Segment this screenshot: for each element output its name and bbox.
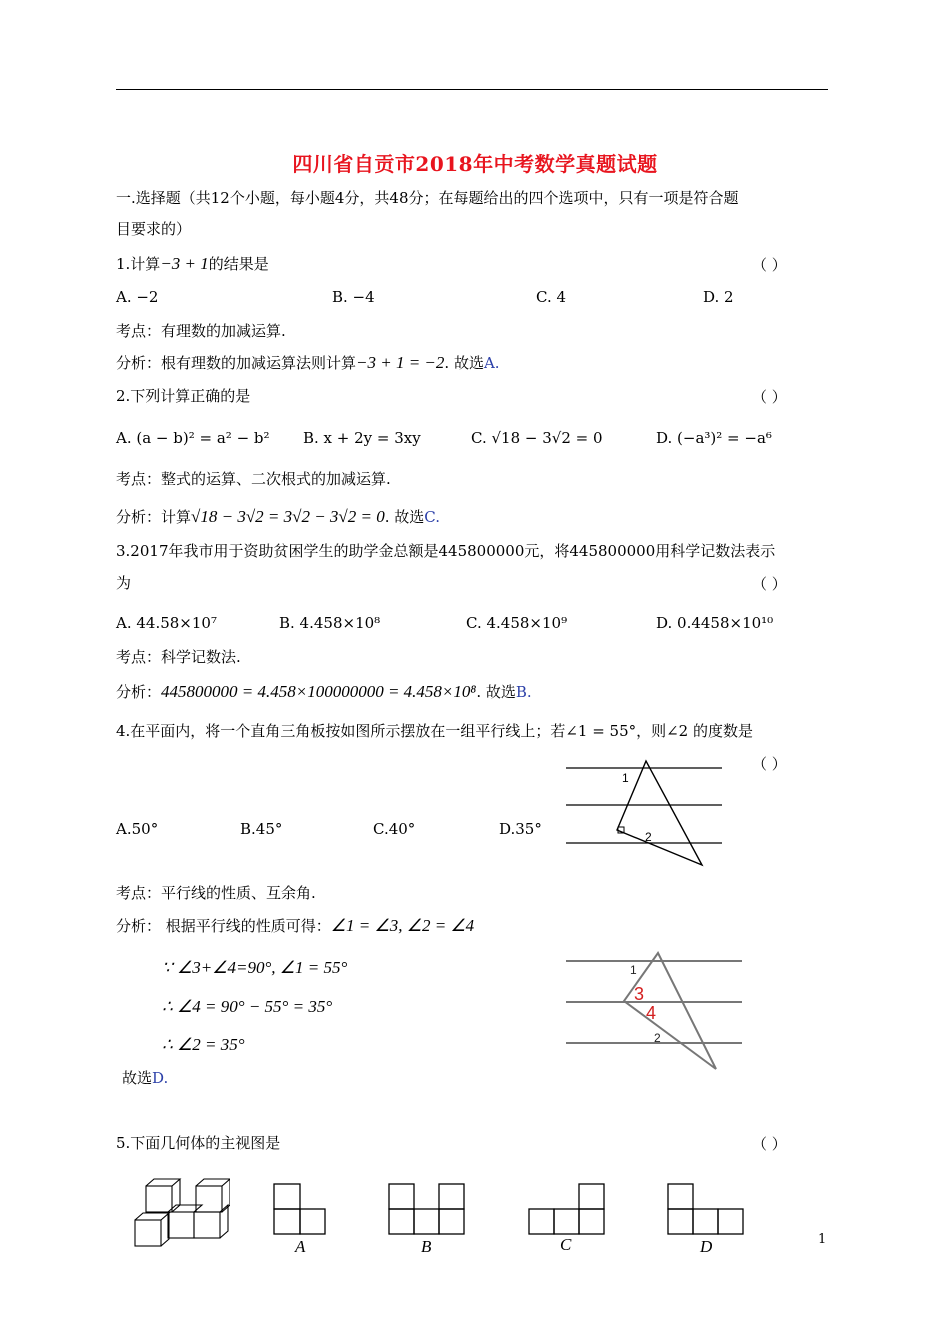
q5-option-c-figure xyxy=(527,1181,607,1237)
q3-option-c: C. 4.458×10⁹ xyxy=(466,614,568,632)
q5-option-b-label: B xyxy=(421,1237,432,1256)
q4-fig2-label-2: 2 xyxy=(654,1031,661,1045)
q3-option-d: D. 0.4458×10¹⁰ xyxy=(656,614,774,632)
q1-option-b: B. −4 xyxy=(332,288,375,306)
q4-fig2-label-3: 3 xyxy=(634,984,645,1004)
q5-option-a-label: A xyxy=(295,1237,306,1256)
q5-solid-figure xyxy=(130,1176,230,1252)
page-number: 1 xyxy=(818,1232,827,1247)
q5-option-d-figure xyxy=(666,1181,746,1237)
q1-stem: 1.计算−3 + 1的结果是 xyxy=(116,254,269,273)
q4-option-a: A.50° xyxy=(116,820,159,838)
q2-knowledge-point: 考点：整式的运算、二次根式的加减运算. xyxy=(116,470,391,488)
section-heading-line1: 一.选择题（共12个小题，每小题4分，共48分；在每题给出的四个选项中，只有一项是符合题 xyxy=(116,189,739,207)
q3-analysis: 分析：445800000 = 4.458×100000000 = 4.458×10⁸. 故选B. xyxy=(116,682,532,701)
q5-option-c-label: C xyxy=(560,1235,572,1254)
q4-fig2-label-1: 1 xyxy=(630,963,637,977)
q4-fig2-label-4: 4 xyxy=(646,1003,657,1023)
q4-stem: 4.在平面内，将一个直角三角板按如图所示摆放在一组平行线上；若∠1 = 55°，则∠2 的度数是 xyxy=(116,722,753,740)
q4-step-3: ∴ ∠2 = 35° xyxy=(162,1035,245,1054)
q4-knowledge-point: 考点：平行线的性质、互余角. xyxy=(116,884,316,902)
q1-answer-bracket: （ ） xyxy=(752,256,787,274)
q2-analysis: 分析：计算√18 − 3√2 = 3√2 − 3√2 = 0. 故选C. xyxy=(116,507,440,526)
q4-analysis: 分析： 根据平行线的性质可得：∠1 = ∠3, ∠2 = ∠4 xyxy=(116,916,475,935)
q5-option-b-figure xyxy=(387,1181,467,1237)
header-rule xyxy=(116,89,828,90)
q4-option-b: B.45° xyxy=(240,820,283,838)
q3-answer-bracket: （ ） xyxy=(752,575,787,593)
q4-fig-label-1: 1 xyxy=(622,771,629,785)
section-heading-line2: 目要求的） xyxy=(116,220,192,238)
q3-knowledge-point: 考点：科学记数法. xyxy=(116,648,241,666)
q4-figure xyxy=(560,755,730,870)
q4-option-c: C.40° xyxy=(373,820,416,838)
q4-step-1: ∵ ∠3+∠4=90°, ∠1 = 55° xyxy=(162,958,348,977)
q2-option-d: D. (−a³)² = −a⁶ xyxy=(656,429,772,447)
q2-option-a: A. (a − b)² = a² − b² xyxy=(116,429,270,447)
q2-option-c: C. √18 − 3√2 = 0 xyxy=(471,429,603,447)
q1-option-c: C. 4 xyxy=(536,288,567,306)
q3-option-a: A. 44.58×10⁷ xyxy=(116,614,217,632)
q3-stem-line2: 为 xyxy=(116,574,132,592)
q1-analysis: 分析：根有理数的加减运算法则计算−3 + 1 = −2. 故选A. xyxy=(116,353,500,372)
q5-option-a-figure xyxy=(272,1181,328,1237)
q4-option-d: D.35° xyxy=(499,820,542,838)
q1-knowledge-point: 考点：有理数的加减运算. xyxy=(116,322,286,340)
q3-stem-line1: 3.2017年我市用于资助贫困学生的助学金总额是445800000元，将445800000用科学记数法表示 xyxy=(116,542,776,560)
q4-step-2: ∴ ∠4 = 90° − 55° = 35° xyxy=(162,997,333,1016)
q5-answer-bracket: （ ） xyxy=(752,1135,787,1153)
q5-stem: 5.下面几何体的主视图是 xyxy=(116,1134,281,1152)
q1-option-a: A. −2 xyxy=(116,288,159,306)
q4-answer-bracket: （ ） xyxy=(752,755,787,773)
q3-option-b: B. 4.458×10⁸ xyxy=(279,614,381,632)
q2-option-b: B. x + 2y = 3xy xyxy=(303,429,421,447)
page-title: 四川省自贡市2018年中考数学真题试题 xyxy=(292,152,658,176)
q2-stem: 2.下列计算正确的是 xyxy=(116,387,251,405)
q4-fig-label-2: 2 xyxy=(645,830,652,844)
q4-conclusion: 故选D. xyxy=(122,1069,169,1087)
q2-answer-bracket: （ ） xyxy=(752,388,787,406)
q1-option-d: D. 2 xyxy=(703,288,734,306)
q5-option-d-label: D xyxy=(700,1237,713,1256)
q4-analysis-figure xyxy=(562,947,744,1075)
